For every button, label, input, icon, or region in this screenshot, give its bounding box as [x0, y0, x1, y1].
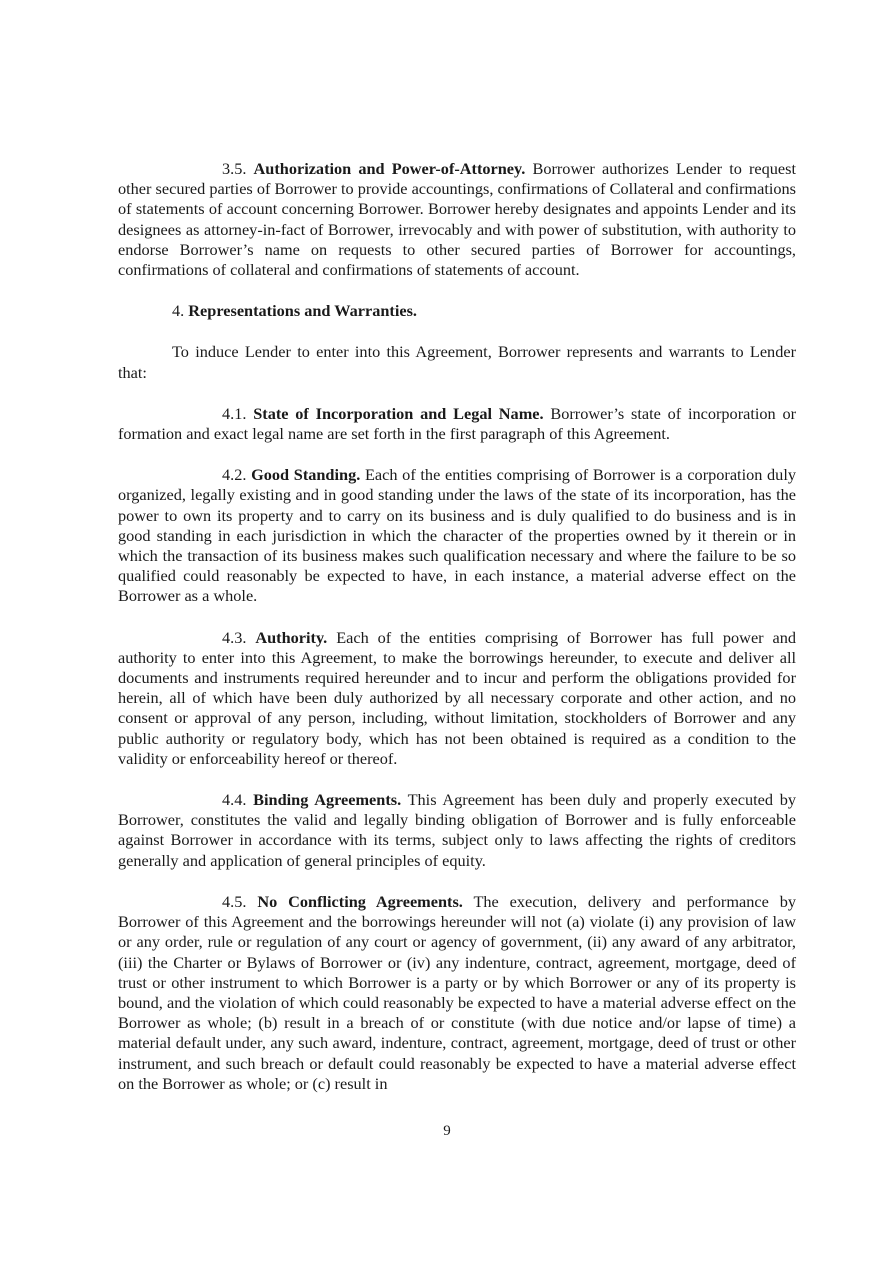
section-4-5	[118, 892, 796, 1094]
document-body	[118, 159, 796, 1094]
section-text: Each of the entities comprising of Borrower is a corporation duly organized, legally existing and in good standing under the laws of the state of its incorporation, has the power to own its property and to carry on its business and is duly qualified to do business and is in good standing in each jurisdiction in which the character of the properties owned by it therein or in which the transaction of its business makes such qualification necessary and where the failure to be so qualified could reasonably be expected to have, in each instance, a material adverse effect on the Borrower as a whole.	[118, 465, 796, 606]
section-number: 4.4.	[222, 790, 247, 810]
section-number: 3.5.	[222, 159, 247, 178]
section-3-5	[118, 159, 796, 280]
page-number: 9	[443, 1123, 451, 1139]
section-text: The execution, delivery and performance by Borrower of this Agreement and the borrowings hereunder will not (a) violate (i) any provision of law or any order, rule or regulation of any court or agency of government, (ii) any award of any arbitrator, (iii) the Charter or Bylaws of Borrower or (iv) any indenture, contract, agreement, mortgage, deed of trust or other instrument to which Borrower is a party or by which Borrower or any of its property is bound, and the violation of which could reasonably be expected to have a material adverse effect on the Borrower as whole; (b) result in a breach of or constitute (with due notice and/or lapse of time) a material default under, any such award, indenture, contract, agreement, mortgage, deed of trust or other instrument, and such breach or default could reasonably be expected to have a material adverse effect on the Borrower as whole; or (c) result in	[118, 891, 796, 1093]
section-number: 4.5.	[222, 891, 247, 911]
section-number: 4.3.	[222, 627, 247, 647]
section-text: To induce Lender to enter into this Agreement, Borrower represents and warrants to Lender that:	[118, 342, 796, 382]
section-4-4	[118, 790, 796, 871]
section-4-2	[118, 465, 796, 606]
section-text: Borrower’s state of incorporation or formation and exact legal name are set forth in the first paragraph of this Agreement.	[118, 403, 797, 444]
section-title: State of Incorporation and Legal Name.	[253, 403, 544, 423]
section-title: Representations and Warranties.	[188, 301, 417, 321]
section-title: Authorization and Power-of-Attorney.	[253, 159, 526, 178]
section-4-3	[118, 628, 796, 769]
section-text: Borrower authorizes Lender to request other secured parties of Borrower to provide accountings, confirmations of Collateral and confirmations of statements of account concerning Borrower. Borrower hereby designates and appoints Lender and its designees as attorney-in-fact of Borrower, irrevocably and with power of substitution, with authority to endorse Borrower’s name on requests to other secured parties of Borrower for accountings, confirmations of collateral and confirmations of statements of account.	[118, 159, 796, 280]
section-text: Each of the entities comprising of Borrower has full power and authority to enter into this Agreement, to make the borrowings hereunder, to execute and deliver all documents and instruments required hereunder and to incur and perform the obligations provided for herein, all of which have been duly authorized by all necessary corporate and other action, and no consent or approval of any person, including, without limitation, stockholders of Borrower and any public authority or regulatory body, which has not been obtained is required as a condition to the validity or enforceability hereof or thereof.	[118, 627, 797, 768]
section-title: No Conflicting Agreements.	[257, 891, 463, 911]
section-number: 4.2.	[222, 465, 247, 485]
section-title: Authority.	[255, 627, 328, 647]
section-title: Good Standing.	[251, 465, 361, 485]
section-4-1	[118, 404, 796, 444]
section-number: 4.	[172, 301, 185, 321]
section-text: This Agreement has been duly and properly executed by Borrower, constitutes the valid and legally binding obligation of Borrower and is fully enforceable against Borrower in accordance with its terms, subject only to laws affecting the rights of creditors generally and application of general principles of equity.	[118, 790, 796, 870]
section-title: Binding Agreements.	[253, 790, 402, 810]
section-4-heading	[118, 301, 796, 321]
section-number: 4.1.	[222, 403, 247, 423]
section-4-intro	[118, 342, 796, 382]
